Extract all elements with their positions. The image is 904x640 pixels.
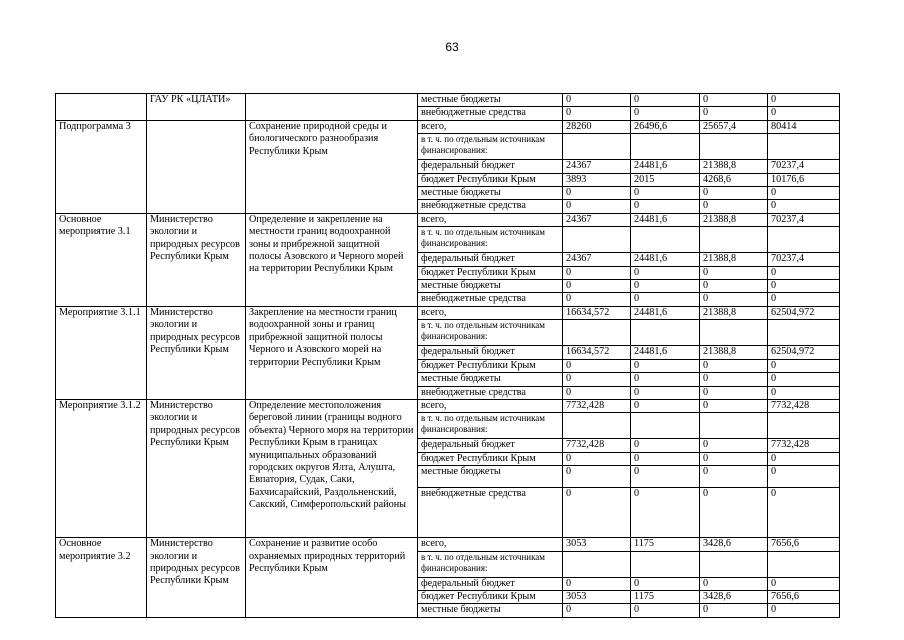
- funding-source-cell: бюджет Республики Крым: [418, 452, 563, 465]
- amount-cell: 0: [700, 399, 768, 412]
- amount-cell: 0: [768, 577, 840, 590]
- amount-cell: 24481,6: [631, 213, 700, 226]
- amount-cell: 25657,4: [700, 120, 768, 133]
- amount-cell: [768, 551, 840, 577]
- funding-source-cell: бюджет Республики Крым: [418, 173, 563, 186]
- amount-cell: 26496,6: [631, 120, 700, 133]
- amount-cell: 80414: [768, 120, 840, 133]
- funding-source-cell: в т. ч. по отдельным источникам финансирования:: [418, 227, 563, 253]
- amount-cell: 0: [631, 452, 700, 465]
- amount-cell: 21388,8: [700, 213, 768, 226]
- amount-cell: 70237,4: [768, 213, 840, 226]
- amount-cell: 0: [631, 488, 700, 538]
- amount-cell: 24481,6: [631, 306, 700, 319]
- description-cell: Сохранение и развитие особо охраняемых природных территорий Республики Крым: [246, 538, 418, 618]
- amount-cell: 0: [768, 94, 840, 107]
- amount-cell: 3053: [563, 590, 631, 603]
- program-cell: [56, 94, 147, 121]
- funding-source-cell: местные бюджеты: [418, 280, 563, 293]
- table-row: [56, 306, 840, 319]
- amount-cell: 7732,428: [563, 399, 631, 412]
- amount-cell: 0: [700, 266, 768, 279]
- funding-source-cell: внебюджетные средства: [418, 488, 563, 538]
- executor-cell: Министерство экологии и природных ресурсов Республики Крым: [147, 213, 246, 306]
- funding-source-cell: в т. ч. по отдельным источникам финансирования:: [418, 320, 563, 346]
- amount-cell: 7656,6: [768, 538, 840, 551]
- amount-cell: 0: [563, 488, 631, 538]
- amount-cell: 0: [631, 94, 700, 107]
- amount-cell: 0: [631, 359, 700, 372]
- amount-cell: 3893: [563, 173, 631, 186]
- amount-cell: [563, 413, 631, 439]
- funding-source-cell: в т. ч. по отдельным источникам финансирования:: [418, 551, 563, 577]
- amount-cell: 7732,428: [768, 439, 840, 452]
- funding-source-cell: бюджет Республики Крым: [418, 266, 563, 279]
- amount-cell: 0: [563, 373, 631, 386]
- funding-source-cell: внебюджетные средства: [418, 200, 563, 213]
- amount-cell: 0: [700, 577, 768, 590]
- amount-cell: 0: [700, 280, 768, 293]
- funding-source-cell: всего,: [418, 538, 563, 551]
- table-row: [56, 538, 840, 551]
- amount-cell: 0: [700, 386, 768, 399]
- amount-cell: 0: [631, 107, 700, 120]
- amount-cell: 62504,972: [768, 306, 840, 319]
- funding-source-cell: внебюджетные средства: [418, 386, 563, 399]
- amount-cell: 0: [631, 399, 700, 412]
- amount-cell: 24481,6: [631, 160, 700, 173]
- amount-cell: 4268,6: [700, 173, 768, 186]
- amount-cell: [631, 134, 700, 160]
- amount-cell: 0: [563, 359, 631, 372]
- amount-cell: 3428,6: [700, 538, 768, 551]
- amount-cell: 21388,8: [700, 253, 768, 266]
- amount-cell: 0: [768, 359, 840, 372]
- funding-source-cell: всего,: [418, 399, 563, 412]
- amount-cell: 0: [563, 466, 631, 488]
- amount-cell: 1175: [631, 538, 700, 551]
- description-cell: [246, 94, 418, 121]
- table-row: [56, 94, 840, 107]
- amount-cell: 0: [563, 266, 631, 279]
- program-cell: Подпрограмма 3: [56, 120, 147, 213]
- amount-cell: 0: [631, 386, 700, 399]
- amount-cell: 0: [631, 466, 700, 488]
- amount-cell: 0: [563, 187, 631, 200]
- funding-source-cell: федеральный бюджет: [418, 253, 563, 266]
- amount-cell: 0: [768, 200, 840, 213]
- amount-cell: 0: [768, 107, 840, 120]
- description-cell: Определение и закрепление на местности границ водоохранной зоны и прибрежной защитной полосы Азовского и Черного морей на территории Республики Крым: [246, 213, 418, 306]
- amount-cell: 16634,572: [563, 306, 631, 319]
- funding-source-cell: федеральный бюджет: [418, 577, 563, 590]
- amount-cell: 0: [768, 280, 840, 293]
- amount-cell: 0: [700, 373, 768, 386]
- funding-source-cell: в т. ч. по отдельным источникам финансирования:: [418, 134, 563, 160]
- amount-cell: 7732,428: [563, 439, 631, 452]
- amount-cell: 21388,8: [700, 346, 768, 359]
- amount-cell: [768, 320, 840, 346]
- funding-source-cell: бюджет Республики Крым: [418, 359, 563, 372]
- funding-source-cell: местные бюджеты: [418, 604, 563, 617]
- amount-cell: 0: [768, 187, 840, 200]
- amount-cell: 0: [631, 200, 700, 213]
- amount-cell: [631, 551, 700, 577]
- amount-cell: 0: [700, 107, 768, 120]
- amount-cell: 24367: [563, 213, 631, 226]
- funding-source-cell: внебюджетные средства: [418, 107, 563, 120]
- amount-cell: 0: [563, 604, 631, 617]
- amount-cell: 0: [631, 373, 700, 386]
- amount-cell: 0: [700, 200, 768, 213]
- amount-cell: [563, 320, 631, 346]
- executor-cell: Министерство экологии и природных ресурсов Республики Крым: [147, 399, 246, 537]
- amount-cell: 0: [563, 280, 631, 293]
- amount-cell: [768, 134, 840, 160]
- funding-source-cell: федеральный бюджет: [418, 346, 563, 359]
- amount-cell: 0: [563, 107, 631, 120]
- amount-cell: [700, 551, 768, 577]
- amount-cell: [563, 551, 631, 577]
- funding-source-cell: в т. ч. по отдельным источникам финансирования:: [418, 413, 563, 439]
- amount-cell: 24481,6: [631, 346, 700, 359]
- funding-source-cell: всего,: [418, 306, 563, 319]
- page-number: 63: [445, 40, 459, 54]
- amount-cell: 0: [563, 452, 631, 465]
- funding-source-cell: всего,: [418, 120, 563, 133]
- amount-cell: 0: [768, 452, 840, 465]
- amount-cell: [700, 413, 768, 439]
- funding-source-cell: местные бюджеты: [418, 94, 563, 107]
- amount-cell: 0: [631, 577, 700, 590]
- amount-cell: 3053: [563, 538, 631, 551]
- amount-cell: 2015: [631, 173, 700, 186]
- program-cell: Основное мероприятие 3.1: [56, 213, 147, 306]
- amount-cell: 0: [700, 94, 768, 107]
- amount-cell: [768, 413, 840, 439]
- amount-cell: 21388,8: [700, 306, 768, 319]
- amount-cell: 0: [631, 439, 700, 452]
- amount-cell: 0: [700, 187, 768, 200]
- amount-cell: [563, 134, 631, 160]
- program-cell: Основное мероприятие 3.2: [56, 538, 147, 618]
- amount-cell: [700, 134, 768, 160]
- table-row: [56, 120, 840, 133]
- amount-cell: 0: [700, 293, 768, 306]
- amount-cell: 24481,6: [631, 253, 700, 266]
- amount-cell: [700, 320, 768, 346]
- funding-source-cell: местные бюджеты: [418, 187, 563, 200]
- funding-source-cell: местные бюджеты: [418, 466, 563, 488]
- funding-source-cell: бюджет Республики Крым: [418, 590, 563, 603]
- funding-source-cell: внебюджетные средства: [418, 293, 563, 306]
- amount-cell: 0: [768, 488, 840, 538]
- amount-cell: 0: [768, 386, 840, 399]
- amount-cell: 28260: [563, 120, 631, 133]
- amount-cell: 0: [631, 280, 700, 293]
- amount-cell: 0: [563, 293, 631, 306]
- amount-cell: 0: [563, 386, 631, 399]
- amount-cell: [700, 227, 768, 253]
- funding-table: [55, 93, 840, 618]
- amount-cell: 70237,4: [768, 253, 840, 266]
- funding-source-cell: всего,: [418, 213, 563, 226]
- amount-cell: 0: [768, 373, 840, 386]
- amount-cell: 70237,4: [768, 160, 840, 173]
- program-cell: Мероприятие 3.1.1: [56, 306, 147, 399]
- amount-cell: 0: [700, 359, 768, 372]
- amount-cell: 0: [563, 200, 631, 213]
- amount-cell: 0: [700, 439, 768, 452]
- funding-source-cell: федеральный бюджет: [418, 439, 563, 452]
- description-cell: Закрепление на местности границ водоохранной зоны и границ прибрежной защитной полосы Черного и Азовского морей на территории Республики Крым: [246, 306, 418, 399]
- amount-cell: 7656,6: [768, 590, 840, 603]
- amount-cell: 10176,6: [768, 173, 840, 186]
- amount-cell: 0: [700, 452, 768, 465]
- funding-source-cell: местные бюджеты: [418, 373, 563, 386]
- amount-cell: 0: [768, 293, 840, 306]
- amount-cell: 21388,8: [700, 160, 768, 173]
- amount-cell: 0: [700, 604, 768, 617]
- amount-cell: 3428,6: [700, 590, 768, 603]
- table-row: [56, 213, 840, 226]
- executor-cell: [147, 120, 246, 213]
- amount-cell: 0: [768, 604, 840, 617]
- amount-cell: 0: [631, 604, 700, 617]
- funding-source-cell: федеральный бюджет: [418, 160, 563, 173]
- amount-cell: [631, 413, 700, 439]
- executor-cell: Министерство экологии и природных ресурсов Республики Крым: [147, 538, 246, 618]
- description-cell: Сохранение природной среды и биологического разнообразия Республики Крым: [246, 120, 418, 213]
- amount-cell: 0: [631, 266, 700, 279]
- amount-cell: [631, 320, 700, 346]
- amount-cell: 0: [700, 466, 768, 488]
- table-row: [56, 399, 840, 412]
- amount-cell: 7732,428: [768, 399, 840, 412]
- description-cell: Определение местоположения береговой линии (границы водного объекта) Черного моря на территории Республики Крым в границах муниципальных образований городских округов Ялта, Алушта, Евпатория, Судак, Саки, Бахчисарайский, Раздольненский, Сакский, Симферопольский районы: [246, 399, 418, 537]
- program-cell: Мероприятие 3.1.2: [56, 399, 147, 537]
- amount-cell: 0: [631, 293, 700, 306]
- amount-cell: 0: [563, 94, 631, 107]
- amount-cell: 0: [700, 488, 768, 538]
- amount-cell: 1175: [631, 590, 700, 603]
- amount-cell: [631, 227, 700, 253]
- executor-cell: Министерство экологии и природных ресурсов Республики Крым: [147, 306, 246, 399]
- amount-cell: 0: [768, 466, 840, 488]
- amount-cell: 0: [563, 577, 631, 590]
- amount-cell: 62504,972: [768, 346, 840, 359]
- amount-cell: [563, 227, 631, 253]
- amount-cell: 0: [768, 266, 840, 279]
- amount-cell: 24367: [563, 160, 631, 173]
- amount-cell: 16634,572: [563, 346, 631, 359]
- amount-cell: 0: [631, 187, 700, 200]
- amount-cell: [768, 227, 840, 253]
- executor-cell: ГАУ РК «ЦЛАТИ»: [147, 94, 246, 121]
- amount-cell: 24367: [563, 253, 631, 266]
